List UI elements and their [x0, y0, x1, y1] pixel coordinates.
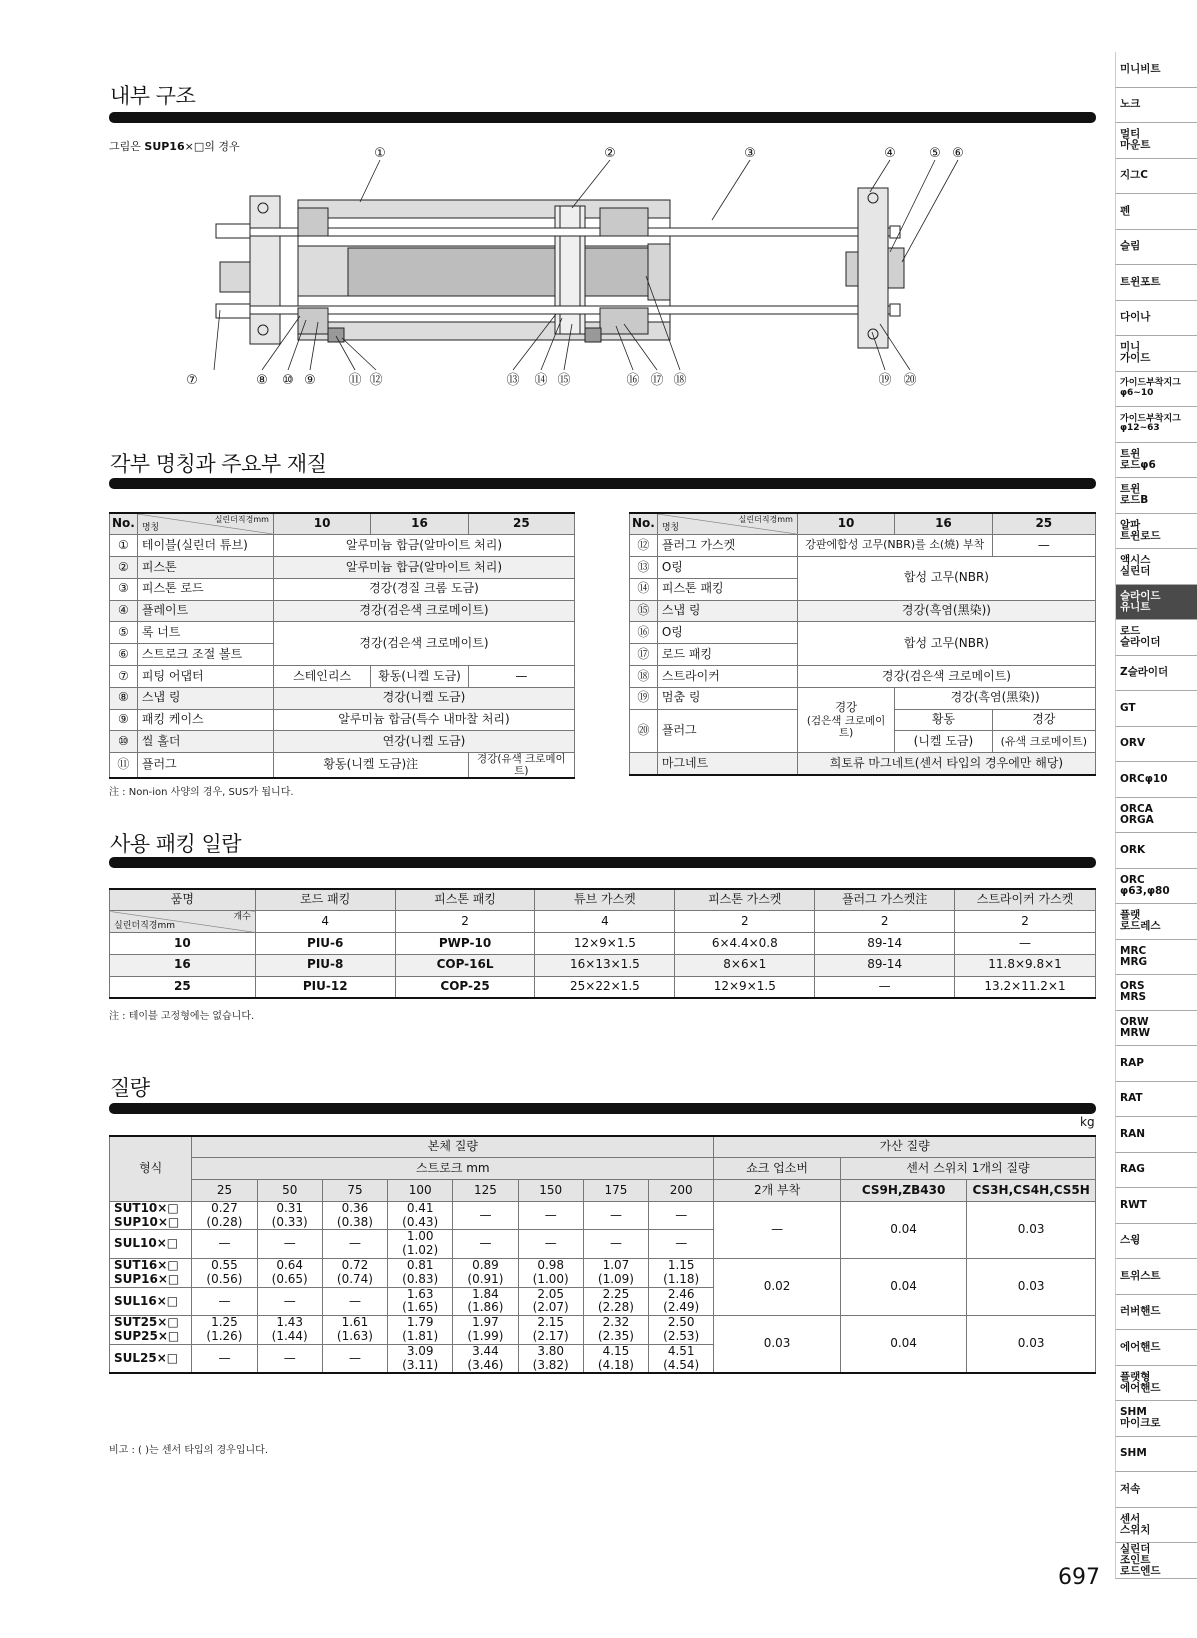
table-row: ⑰ 로드 패킹 [630, 644, 1096, 666]
col-size: 16 [895, 513, 992, 535]
sidenav-tab[interactable]: RAP [1115, 1046, 1197, 1082]
callout-9: ⑨ [304, 373, 316, 388]
cell-stop-ring-10: 경강 (검은색 크로메이트) [797, 687, 894, 752]
materials-table-right [629, 512, 1096, 776]
callout-16: ⑯ [626, 373, 640, 388]
table-row: 16 PIU-8 COP-16L 16×13×1.5 8×6×1 89-14 11.8×9.8×1 [110, 954, 1096, 976]
sidenav-tab[interactable]: 미니 가이드 [1115, 336, 1197, 372]
sidenav-tab[interactable]: ORK [1115, 833, 1197, 869]
table-row: 10 PIU-6 PWP-10 12×9×1.5 6×4.4×0.8 89-14 — [110, 933, 1096, 955]
sidenav-tab[interactable]: SHM 마이크로 [1115, 1401, 1197, 1437]
callout-5: ⑤ [929, 146, 941, 161]
table-row: ⑭ 피스톤 패킹 [630, 578, 1096, 600]
sidenav-tab[interactable]: 스윙 [1115, 1224, 1197, 1260]
mass-table: 형식 본체 질량 가산 질량 스트로크 mm 쇼크 업소버 센서 스위치 1개의 질량 25 50 75 100 125 150 175 200 2개 부착 CS9H,ZB430 CS3H,CS4H,CS5H SUT10×□ SUP10×□ 0.27 (0.28) 0.31 (0.33) 0.36 (0.38) 0.41 (0.43) — — — — — 0.04 0.03 SUL10×□ — — — 1.00 (1.02) — — — — SUT16×□ SUP16×□ 0.55 (0.56) 0.64 (0.65) 0.72 (0.74) 0.81 (0.83) 0.89 (0.91) 0.98 (1.00) 1.07 (1.09) 1.15 (1.18) 0.02 0.04 0.03 SUL16×□ — — — 1.63 (1.65) 1.84 (1.86) 2.05 (2.07) 2.25 (2.28) 2.46 (2.49) SUT25×□ SUP25×□ 1.25 (1.26) 1.43 (1.44) 1.61 (1.63) 1.79 (1.81) 1.97 (1.99) 2.15 (2.17) 2.32 (2.35) 2.50 (2.53) 0.03 0.04 0.03 SUL25×□ — — — 3.09 (3.11) 3.44 (3.46) 3.80 (3.82) 4.15 (4.18) 4.51 (4.54) [109, 1135, 1096, 1374]
sidenav-tab[interactable]: 실린더 조인트 로드엔드 [1115, 1543, 1197, 1579]
col-size: 25 [468, 513, 574, 535]
packing-note: 注 : 테이블 고정형에는 없습니다. [109, 1011, 255, 1022]
col-no: No. [110, 513, 138, 535]
callout-7: ⑦ [186, 373, 198, 388]
sidenav-tab[interactable]: ORCφ10 [1115, 762, 1197, 798]
materials-note: 注 : Non-ion 사양의 경우, SUS가 됩니다. [109, 787, 294, 798]
sidenav-tab[interactable]: RWT [1115, 1188, 1197, 1224]
callout-10: ⑩ [282, 373, 294, 388]
callout-2: ② [604, 146, 616, 161]
col-size: 25 [992, 513, 1095, 535]
table-row: SUT25×□ SUP25×□ 1.25 (1.26) 1.43 (1.44) 1.61 (1.63) 1.79 (1.81) 1.97 (1.99) 2.15 (2.17) 2.32 (2.35) 2.50 (2.53) 0.03 0.04 0.03 [110, 1316, 1096, 1345]
sidenav-tab[interactable]: 미니비트 [1115, 52, 1197, 88]
table-row: ① 테이블(실린더 튜브) 알루미늄 합금(알마이트 처리) [110, 535, 575, 557]
section-bar [109, 478, 1096, 489]
section-title-mass: 질량 [110, 1076, 150, 1100]
sidenav-tab[interactable]: ORC φ63,φ80 [1115, 869, 1197, 905]
col-body-mass: 본체 질량 [192, 1136, 714, 1158]
callout-11: ⑪ [348, 373, 362, 388]
table-row: ② 피스톤 알루미늄 합금(알마이트 처리) [110, 557, 575, 579]
diagram-caption: 그림은 SUP16×□의 경우 [109, 140, 240, 153]
section-bar [109, 857, 1096, 868]
callout-18: ⑱ [673, 373, 687, 388]
table-row: ⑧ 스냅 링 경강(니켈 도금) [110, 687, 575, 709]
callout-13: ⑬ [506, 373, 520, 388]
sidenav-tab[interactable]: 알파 트윈로드 [1115, 514, 1197, 550]
sidenav-tab[interactable]: 노크 [1115, 88, 1197, 124]
callout-14: ⑭ [534, 373, 548, 388]
sidenav-tab[interactable]: 러버핸드 [1115, 1295, 1197, 1331]
table-row: ⑨ 패킹 케이스 알루미늄 합금(특수 내마찰 처리) [110, 709, 575, 731]
sidenav-tab[interactable]: 플랫 로드레스 [1115, 904, 1197, 940]
callout-1: ① [374, 146, 386, 161]
sidenav-tab[interactable]: 가이드부착지그 φ12~63 [1115, 407, 1197, 443]
sidenav-tab[interactable]: RAN [1115, 1117, 1197, 1153]
callout-19: ⑲ [878, 373, 892, 388]
callout-3: ③ [744, 146, 756, 161]
page-number: 697 [1058, 1565, 1100, 1590]
table-row: SUL25×□ — — — 3.09 (3.11) 3.44 (3.46) 3.80 (3.82) 4.15 (4.18) 4.51 (4.54) [110, 1344, 1096, 1373]
callout-15: ⑮ [557, 373, 571, 388]
table-row: SUL16×□ — — — 1.63 (1.65) 1.84 (1.86) 2.05 (2.07) 2.25 (2.28) 2.46 (2.49) [110, 1287, 1096, 1316]
table-row: ⑱ 스트라이커 경강(검은색 크로메이트) [630, 666, 1096, 688]
callout-20: ⑳ [903, 373, 917, 388]
sidenav-tab[interactable]: 플랫형 에어핸드 [1115, 1366, 1197, 1402]
table-row: ⑲ 멈춤 링 경강 (검은색 크로메이트) 경강(흑염(黑染)) [630, 687, 1096, 709]
sidenav-tab[interactable]: 트윈포트 [1115, 265, 1197, 301]
callout-8: ⑧ [256, 373, 268, 388]
table-row: ⑳ 플러그 황동 경강 [630, 709, 1096, 731]
sidenav-tab[interactable]: 트윈 로드B [1115, 478, 1197, 514]
section-bar [109, 112, 1096, 123]
sidenav-tab[interactable]: 다이나 [1115, 301, 1197, 337]
sidenav-tab[interactable]: ORS MRS [1115, 975, 1197, 1011]
sidenav-tab[interactable]: 로드 슬라이더 [1115, 620, 1197, 656]
table-row: ④ 플레이트 경강(검은색 크로메이트) [110, 600, 575, 622]
table-row: (니켈 도금) (유색 크로메이트) [630, 731, 1096, 753]
sidenav-tab[interactable]: RAG [1115, 1153, 1197, 1189]
col-header: 로드 패킹 [255, 889, 395, 911]
sidenav-tab[interactable]: 멀티 마운트 [1115, 123, 1197, 159]
sidenav-tab[interactable]: 슬라이드 유니트 [1115, 585, 1197, 621]
callout-17: ⑰ [650, 373, 664, 388]
table-row: 마그네트 희토류 마그네트(센서 타입의 경우에만 해당) [630, 753, 1096, 775]
col-shock: 쇼크 업소버 [714, 1158, 841, 1180]
table-row: ③ 피스톤 로드 경강(경질 크롬 도금) [110, 578, 575, 600]
sidenav-tab[interactable]: 슬림 [1115, 230, 1197, 266]
table-row: 25 PIU-12 COP-25 25×22×1.5 12×9×1.5 — 13.2×11.2×1 [110, 976, 1096, 998]
col-size: 10 [273, 513, 370, 535]
table-row: ⑬ O링 합성 고무(NBR) [630, 557, 1096, 579]
col-header: 튜브 가스켓 [535, 889, 675, 911]
col-stroke: 스트로크 mm [192, 1158, 714, 1180]
col-size: 10 [797, 513, 894, 535]
sidenav-tab[interactable]: SHM [1115, 1437, 1197, 1473]
sidenav-tab[interactable]: 트윈 로드φ6 [1115, 443, 1197, 479]
sidenav-tab[interactable]: Z슬라이더 [1115, 656, 1197, 692]
sidenav-tab[interactable]: 에어핸드 [1115, 1330, 1197, 1366]
section-title-materials: 각부 명칭과 주요부 재질 [110, 452, 327, 476]
sidenav-tab[interactable]: RAT [1115, 1082, 1197, 1118]
sidenav-tab[interactable]: 펜 [1115, 194, 1197, 230]
table-row: ⑫ 플러그 가스켓 강판에합성 고무(NBR)를 소(燒) 부착 — [630, 535, 1096, 557]
col-header: 피스톤 패킹 [395, 889, 535, 911]
table-row: ⑯ O링 합성 고무(NBR) [630, 622, 1096, 644]
table-row: ⑮ 스냅 링 경강(흑염(黑染)) [630, 600, 1096, 622]
packing-table: 품명 로드 패킹 피스톤 패킹 튜브 가스켓 피스톤 가스켓 플러그 가스켓注 스트라이커 가스켓 실린더직경mm 개수 4 2 4 2 2 2 10 PIU-6 PWP-10 12×9×1.5 6×4.4×0.8 89-14 — 16 PIU-8 COP-16L 16×13×1.5 8×6×1 89-14 11.8×9.8×1 25 PIU-12 COP-25 25×22×1.5 12×9×1.5 — 13.2×11.2×1 [109, 888, 1096, 999]
callout-6: ⑥ [952, 146, 964, 161]
table-row: ⑩ 씰 홀더 연강(니켈 도금) [110, 731, 575, 753]
sidenav-tab[interactable]: 센서 스위치 [1115, 1508, 1197, 1544]
callout-4: ④ [884, 146, 896, 161]
col-header: 품명 [110, 889, 256, 911]
col-model: 형식 [110, 1136, 192, 1201]
table-row: SUL10×□ — — — 1.00 (1.02) — — — — [110, 1230, 1096, 1259]
table-row: SUT16×□ SUP16×□ 0.55 (0.56) 0.64 (0.65) 0.72 (0.74) 0.81 (0.83) 0.89 (0.91) 0.98 (1.00) 1.07 (1.09) 1.15 (1.18) 0.02 0.04 0.03 [110, 1259, 1096, 1288]
callout-12: ⑫ [369, 373, 383, 388]
col-name-bore: 명칭 실린더직경mm [137, 513, 273, 535]
sidenav-tab[interactable]: 저속 [1115, 1472, 1197, 1508]
section-title-packing: 사용 패킹 일람 [110, 832, 242, 856]
table-row: ⑪ 플러그 황동(니켈 도금)注 경강(유색 크로메이트) [110, 753, 575, 779]
side-tab-nav [1115, 52, 1197, 1579]
sidenav-tab[interactable]: 지그C [1115, 159, 1197, 195]
table-row: ⑥ 스트로크 조절 볼트 [110, 644, 575, 666]
sidenav-tab[interactable]: ORW MRW [1115, 1011, 1197, 1047]
cylinder-cross-section-diagram [186, 146, 1000, 410]
table-row: SUT10×□ SUP10×□ 0.27 (0.28) 0.31 (0.33) 0.36 (0.38) 0.41 (0.43) — — — — — 0.04 0.03 [110, 1201, 1096, 1230]
unit-label: kg [1080, 1115, 1095, 1129]
col-header: 피스톤 가스켓 [675, 889, 815, 911]
col-name-bore: 명칭 실린더직경mm [657, 513, 797, 535]
col-sensor: 센서 스위치 1개의 질량 [840, 1158, 1095, 1180]
col-no: No. [630, 513, 658, 535]
table-row: ⑤ 록 너트 경강(검은색 크로메이트) [110, 622, 575, 644]
bore-qty-header: 실린더직경mm 개수 [110, 911, 256, 933]
sidenav-tab[interactable]: ORV [1115, 727, 1197, 763]
section-bar [109, 1103, 1096, 1114]
sidenav-tab[interactable]: ORCA ORGA [1115, 798, 1197, 834]
col-size: 16 [371, 513, 468, 535]
sidenav-tab[interactable]: 액시스 실린더 [1115, 549, 1197, 585]
col-add-mass: 가산 질량 [714, 1136, 1096, 1158]
sidenav-tab[interactable]: 트위스트 [1115, 1259, 1197, 1295]
section-title-structure: 내부 구조 [110, 84, 196, 108]
sidenav-tab[interactable]: 가이드부착지그 φ6~10 [1115, 372, 1197, 408]
mass-note: 비고 : ( )는 센서 타입의 경우입니다. [109, 1445, 269, 1456]
table-row: ⑦ 피팅 어댑터 스테인리스 황동(니켈 도금) — [110, 666, 575, 688]
sidenav-tab[interactable]: GT [1115, 691, 1197, 727]
col-header: 스트라이커 가스켓 [955, 889, 1096, 911]
col-header: 플러그 가스켓注 [815, 889, 955, 911]
sidenav-tab[interactable]: MRC MRG [1115, 940, 1197, 976]
materials-table-left [109, 512, 575, 779]
